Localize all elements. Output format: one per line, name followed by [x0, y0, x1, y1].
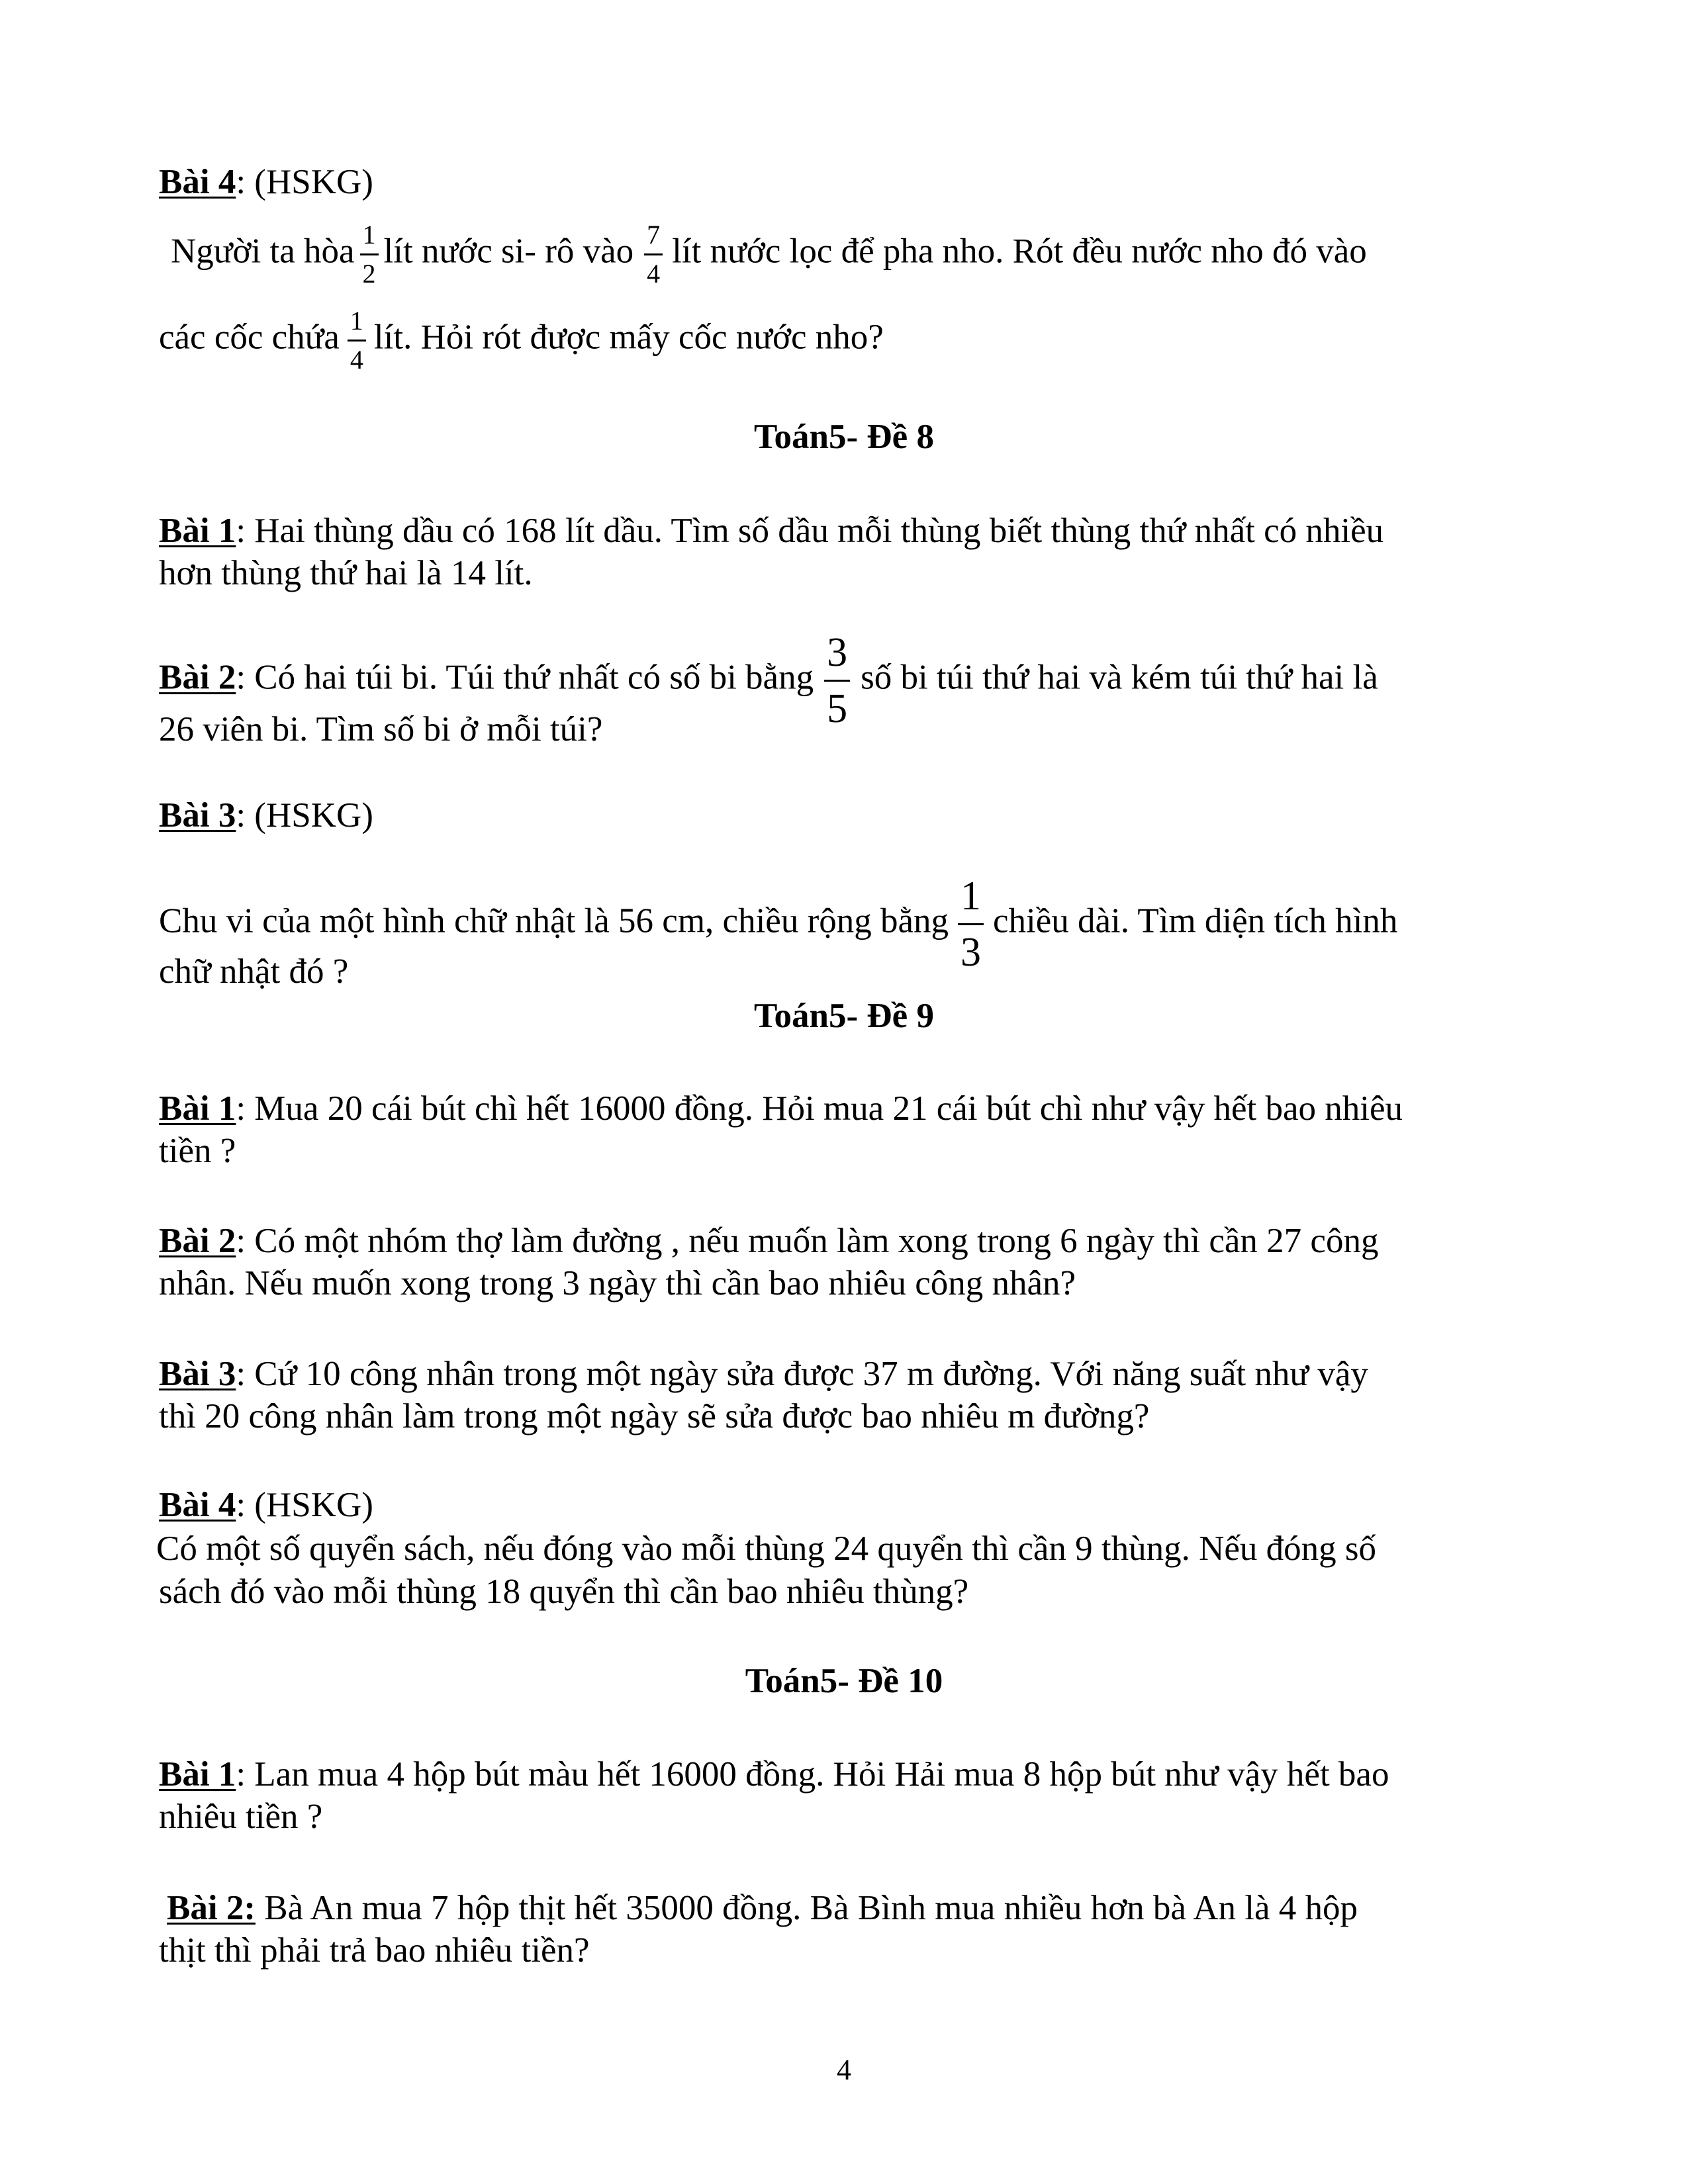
bai4-line-2 — [159, 308, 884, 373]
bai4-heading — [159, 162, 373, 202]
de8-bai2-line-1: Bài 2: Có hai túi bi. Túi thứ nhất có số bi bằng $\frac{3}{5}$ số bi túi thứ hai và kém túi thứ hai là — [159, 630, 1378, 731]
bai4-tag: : (HSKG) — [236, 163, 373, 201]
de9-bai4-label: Bài 4 — [159, 1486, 236, 1524]
de8-bai1-line-1: Bài 1: Hai thùng dầu có 168 lít dầu. Tìm số dầu mỗi thùng biết thùng thứ nhất có nhiều — [159, 512, 1384, 550]
de8-bai1-line-2: hơn thùng thứ hai là 14 lít. — [159, 554, 533, 592]
fraction-1-4: $\frac{1}{4}$ — [348, 308, 366, 373]
de9-bai3-line-1: Bài 3: Cứ 10 công nhân trong một ngày sửa được 37 m đường. Với năng suất như vậy — [159, 1355, 1368, 1393]
de10-title: Toán5- Đề 10 — [745, 1662, 943, 1700]
de9-bai3-label: Bài 3 — [159, 1355, 236, 1393]
de8-bai3-line-1: Chu vi của một hình chữ nhật là 56 cm, chiều rộng bằng $\frac{1}{3}$ chiều dài. Tìm diện tích hình — [159, 874, 1398, 975]
de9-bai2-line-2: nhân. Nếu muốn xong trong 3 ngày thì cần bao nhiêu công nhân? — [159, 1264, 1076, 1302]
de9-bai4-heading: Bài 4: (HSKG) — [159, 1486, 373, 1524]
de10-bai1-line-2: nhiêu tiền ? — [159, 1797, 323, 1836]
bai4-line-1 — [171, 222, 1367, 287]
fraction-1-3: $\frac{1}{3}$ — [958, 876, 984, 973]
bai4-text-d: các cốc chứa — [159, 318, 340, 357]
de9-bai4-line-2: sách đó vào mỗi thùng 18 quyển thì cần bao nhiêu thùng? — [159, 1572, 969, 1611]
de10-bai2-label: Bài 2: — [167, 1889, 256, 1927]
de8-bai1-label: Bài 1 — [159, 512, 236, 550]
de10-bai1-label: Bài 1 — [159, 1755, 236, 1794]
bai4-text-a: Người ta hòa — [171, 232, 355, 271]
de8-bai2-line-2: 26 viên bi. Tìm số bi ở mỗi túi? — [159, 710, 603, 749]
de8-bai2-label: Bài 2 — [159, 658, 236, 697]
de10-bai1-line-1: Bài 1: Lan mua 4 hộp bút màu hết 16000 đồng. Hỏi Hải mua 8 hộp bút như vậy hết bao — [159, 1755, 1389, 1794]
fraction-3-5: $\frac{3}{5}$ — [824, 632, 850, 729]
page-number: 4 — [837, 2054, 851, 2086]
bai4-text-c: lít nước lọc để pha nho. Rót đều nước nho đó vào — [672, 232, 1367, 271]
de8-bai3-line-2: chữ nhật đó ? — [159, 952, 349, 991]
de9-bai1-label: Bài 1 — [159, 1089, 236, 1128]
bai4-text-e: lít. Hỏi rót được mấy cốc nước nho? — [373, 318, 884, 357]
bai4-label: Bài 4 — [159, 163, 236, 201]
de8-bai3-heading: Bài 3: (HSKG) — [159, 796, 373, 835]
de9-bai1-line-1: Bài 1: Mua 20 cái bút chì hết 16000 đồng. Hỏi mua 21 cái bút chì như vậy hết bao nhiêu — [159, 1089, 1403, 1128]
bai4-text-b: lít nước si- rô vào — [383, 232, 634, 271]
de10-bai2-line-1: Bài 2: Bà An mua 7 hộp thịt hết 35000 đồng. Bà Bình mua nhiều hơn bà An là 4 hộp — [167, 1889, 1358, 1927]
de9-bai3-line-2: thì 20 công nhân làm trong một ngày sẽ sửa được bao nhiêu m đường? — [159, 1397, 1150, 1435]
de9-bai1-line-2: tiền ? — [159, 1132, 236, 1170]
de10-bai2-line-2: thịt thì phải trả bao nhiêu tiền? — [159, 1931, 590, 1970]
fraction-1-2: $\frac{1}{2}$ — [360, 222, 379, 287]
de9-bai2-line-1: Bài 2: Có một nhóm thợ làm đường , nếu muốn làm xong trong 6 ngày thì cần 27 công — [159, 1222, 1379, 1260]
de9-bai4-line-1: Có một số quyển sách, nếu đóng vào mỗi thùng 24 quyển thì cần 9 thùng. Nếu đóng số — [156, 1529, 1377, 1568]
de9-title: Toán5- Đề 9 — [754, 997, 934, 1035]
de8-bai3-label: Bài 3 — [159, 796, 236, 835]
de9-bai2-label: Bài 2 — [159, 1222, 236, 1260]
fraction-7-4: $\frac{7}{4}$ — [644, 222, 663, 287]
de8-title: Toán5- Đề 8 — [754, 418, 934, 456]
